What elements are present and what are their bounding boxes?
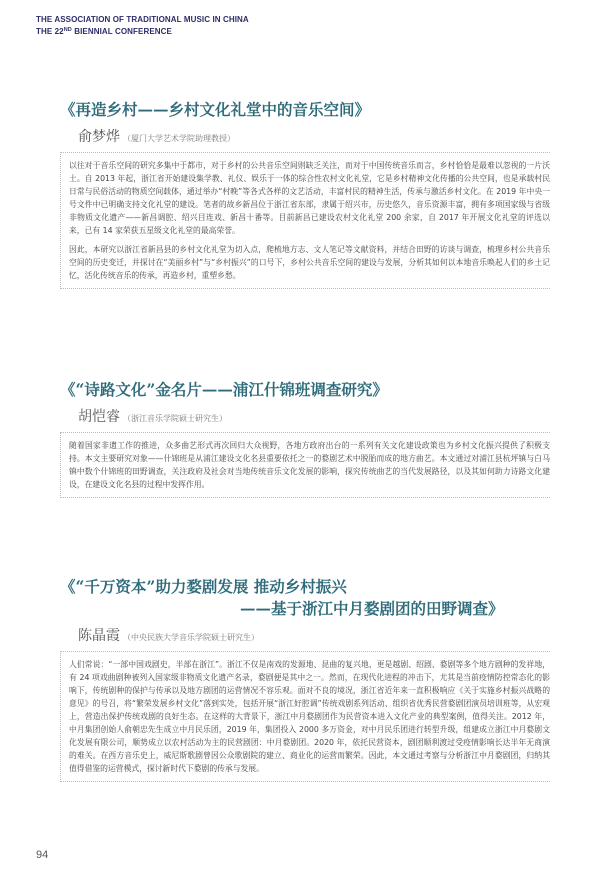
header-line-2-prefix: THE 22 <box>36 27 64 36</box>
section-title-continued: ——基于浙江中月婺剧团的田野调查》 <box>240 599 504 618</box>
section-title: 《“千万资本”助力婺剧发展 推动乡村振兴 <box>60 577 347 596</box>
author-name: 陈晶霞 <box>78 628 120 644</box>
header-line-1: THE ASSOCIATION OF TRADITIONAL MUSIC IN CHINA <box>36 15 249 24</box>
abstract-box <box>60 432 550 498</box>
author-line <box>60 126 550 146</box>
abstract-box <box>60 651 550 782</box>
conference-header <box>36 15 249 37</box>
section-title: 《再造乡村——乡村文化礼堂中的音乐空间》 <box>60 100 371 119</box>
author-affiliation: （厦门大学艺术学院助理教授） <box>123 134 235 143</box>
author-name: 胡恺睿 <box>78 409 120 425</box>
author-line <box>60 625 550 645</box>
abstract-paragraph: 人们常说：“一部中国戏剧史，半部在浙江”。浙江不仅是南戏的发源地、昆曲的复兴地，更是越剧、绍剧、婺剧等多个地方剧种的发祥地，有 24 项戏曲剧种被列入国家级非物质文化遗产名录，婺剧便是其中之一。然而，在现代化进程的冲击下，尤其是当前疫情防控常态化的影响下，传统剧种的保护与传承以及地方剧团的运营情况不容乐观。面对不良的境况，浙江省近年来一直积极响应《关于实施乡村振兴战略的意见》的号召，将“繁荣发展乡村文化”落到实处，包括开展“浙江好腔调”传统戏剧系列活动、组织省优秀民营婺剧团演员培训班等，从宏观上，营造出保护传统戏剧的良好生态。在这样的大背景下，浙江中月婺剧团作为民营资本进入文化产业的典型案例，值得关注。2012 年，中月集团创始人俞朝忠先生成立中月民乐团，2019 年，集团投入 2000 多万资金，对中月民乐团进行转型升级，组建成立浙江中月婺剧文化发展有限公司，顺势成立以农村活动为主的民营剧团：中月婺剧团。2020 年，依托民营资本，剧团顺利渡过受疫情影响长达半年无商演的难关。在西方音乐史上，威尼斯歌剧曾因公众歌剧院的建立、商业化的运营而繁荣。因此，本文通过考察与分析浙江中月婺剧团，归纳其值得借鉴的运营模式，探讨新时代下婺剧的传承与发展。 <box>69 660 550 773</box>
abstract-paragraph: 随着国家非遗工作的推进，众多曲艺形式再次回归大众视野，各地方政府出台的一系列有关文化建设政策也为乡村文化振兴提供了积极支持。本文主要研究对象——什锦班是从浦江建设文化名县重要依托之一的婺剧艺术中脱胎而成的地方曲艺。本文通过对浦江县杭坪镇与白马镇中数个什锦班的田野调查，关注政府及社会对当地传统音乐文化发展的影响，探究传统曲艺的当代发展路径，以及其如何助力诗路文化建设，在建设文化名县的过程中发挥作用。 <box>69 441 550 489</box>
header-line-2-sup: ND <box>63 27 72 33</box>
header-line-2 <box>36 25 249 37</box>
abstract-box <box>60 152 550 289</box>
author-line <box>60 406 550 426</box>
section-title: 《“诗路文化”金名片——浦江什锦班调查研究》 <box>60 380 388 399</box>
header-line-2-suffix: BIENNIAL CONFERENCE <box>71 27 172 36</box>
abstract-section-1 <box>60 100 550 295</box>
page-number: 94 <box>36 849 49 861</box>
abstract-section-3 <box>60 577 550 788</box>
author-name: 俞梦烨 <box>78 129 120 145</box>
abstract-paragraph: 因此，本研究以浙江省新昌县的乡村文化礼堂为切入点，爬梳地方志、文人笔记等文献资料，并结合田野的访谈与调查，梳理乡村公共音乐空间的历史变迁，并探讨在“美丽乡村”与“乡村振兴”的口号下，乡村公共音乐空间的建设与发展，分析其如何以本地音乐唤起人们的乡土记忆，活化传统音乐的传承，再造乡村，重塑乡愁。 <box>69 245 550 280</box>
author-affiliation: （浙江音乐学院硕士研究生） <box>123 414 227 423</box>
abstract-paragraph: 以往对于音乐空间的研究多集中于都市，对于乡村的公共音乐空间则缺乏关注，而对于中国传统音乐而言，乡村恰恰是最难以忽视的一片沃土。自 2013 年起，浙江省开始建设集学教、礼仪、娱乐于一体的综合性农村文化礼堂，它是乡村精神文化传播的公共空间，也是承载村民日常与民俗活动的物质空间载体，通过举办“村晚”等各式各样的文艺活动，丰富村民的精神生活，传承与激活乡村文化。在 2019 年中央一号文件中已明确支持文化礼堂的建设。笔者的故乡新昌位于浙江省东部，隶属于绍兴市，历史悠久，音乐资源丰富，拥有多项国家级与省级非物质文化遗产——新昌调腔、绍兴目连戏、新昌十番等。目前新昌已建设农村文化礼堂 200 余家，自 2017 年开展文化礼堂的评选以来，已有 14 家荣获五星级文化礼堂的最高荣誉。 <box>69 161 550 235</box>
abstract-section-2 <box>60 380 550 504</box>
author-affiliation: （中央民族大学音乐学院硕士研究生） <box>123 633 259 642</box>
